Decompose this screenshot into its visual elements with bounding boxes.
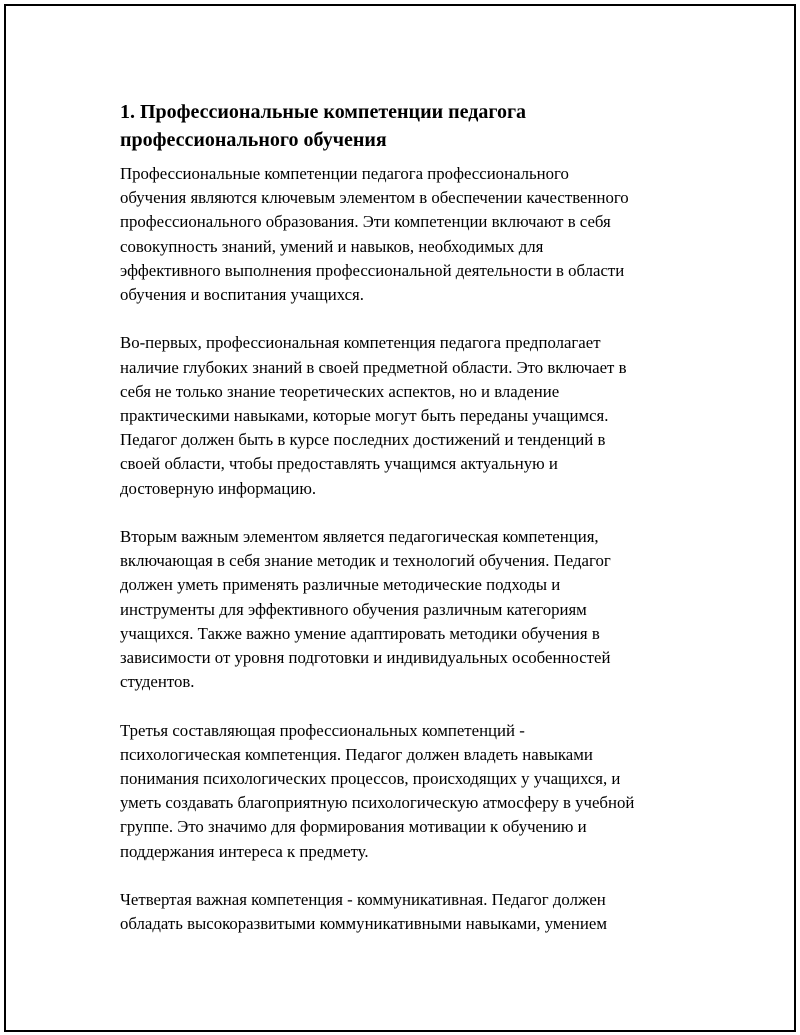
text-line: себя не только знание теоретических аспектов, но и владение bbox=[120, 381, 560, 401]
text-line: практическими навыками, которые могут быть переданы учащимся. bbox=[120, 406, 609, 426]
heading-line: 1. Профессиональные компетенции педагога bbox=[120, 101, 527, 123]
text-line: обучения являются ключевым элементом в обеспечении качественного bbox=[120, 188, 629, 208]
text-line: поддержания интереса к предмету. bbox=[120, 841, 369, 861]
text-line: уметь создавать благоприятную психологическую атмосферу в учебной bbox=[120, 793, 635, 813]
text-line: Педагог должен быть в курсе последних достижений и тенденций в bbox=[120, 430, 606, 450]
text-line: своей области, чтобы предоставлять учащимся актуальную и bbox=[120, 454, 558, 474]
text-line: достоверную информацию. bbox=[120, 478, 317, 498]
text-line: наличие глубоких знаний в своей предметной области. Это включает в bbox=[120, 357, 627, 377]
text-line: Третья составляющая профессиональных компетенций - bbox=[120, 720, 525, 740]
text-line: учащихся. Также важно умение адаптировать методики обучения в bbox=[120, 623, 600, 643]
text-line: группе. Это значимо для формирования мотивации к обучению и bbox=[120, 817, 587, 837]
text-line: Вторым важным элементом является педагогическая компетенция, bbox=[120, 527, 599, 547]
text-line: должен уметь применять различные методические подходы и bbox=[120, 575, 561, 595]
paragraph-pedagogical bbox=[120, 525, 700, 694]
paragraph-psychological bbox=[120, 719, 700, 864]
text-line: обучения и воспитания учащихся. bbox=[120, 285, 364, 305]
text-line: понимания психологических процессов, происходящих у учащихся, и bbox=[120, 769, 621, 789]
page-frame bbox=[4, 4, 796, 1032]
text-line: Во-первых, профессиональная компетенция педагога предполагает bbox=[120, 333, 601, 353]
text-line: зависимости от уровня подготовки и индивидуальных особенностей bbox=[120, 648, 611, 668]
paragraph-subject-knowledge bbox=[120, 331, 700, 500]
paragraph-communicative bbox=[120, 888, 700, 936]
section-heading bbox=[120, 98, 700, 154]
text-line: студентов. bbox=[120, 672, 195, 692]
text-line: обладать высокоразвитыми коммуникативными навыками, умением bbox=[120, 914, 607, 934]
text-line: Четвертая важная компетенция - коммуникативная. Педагог должен bbox=[120, 890, 606, 910]
text-line: инструменты для эффективного обучения различным категориям bbox=[120, 599, 587, 619]
text-line: профессионального образования. Эти компетенции включают в себя bbox=[120, 212, 611, 232]
text-line: эффективного выполнения профессиональной деятельности в области bbox=[120, 260, 625, 280]
document-body bbox=[120, 98, 700, 961]
text-line: включающая в себя знание методик и технологий обучения. Педагог bbox=[120, 551, 611, 571]
heading-line: профессионального обучения bbox=[120, 129, 387, 151]
text-line: психологическая компетенция. Педагог должен владеть навыками bbox=[120, 744, 593, 764]
text-line: Профессиональные компетенции педагога профессионального bbox=[120, 164, 569, 183]
text-line: совокупность знаний, умений и навыков, необходимых для bbox=[120, 236, 544, 256]
paragraph-intro bbox=[120, 162, 700, 307]
